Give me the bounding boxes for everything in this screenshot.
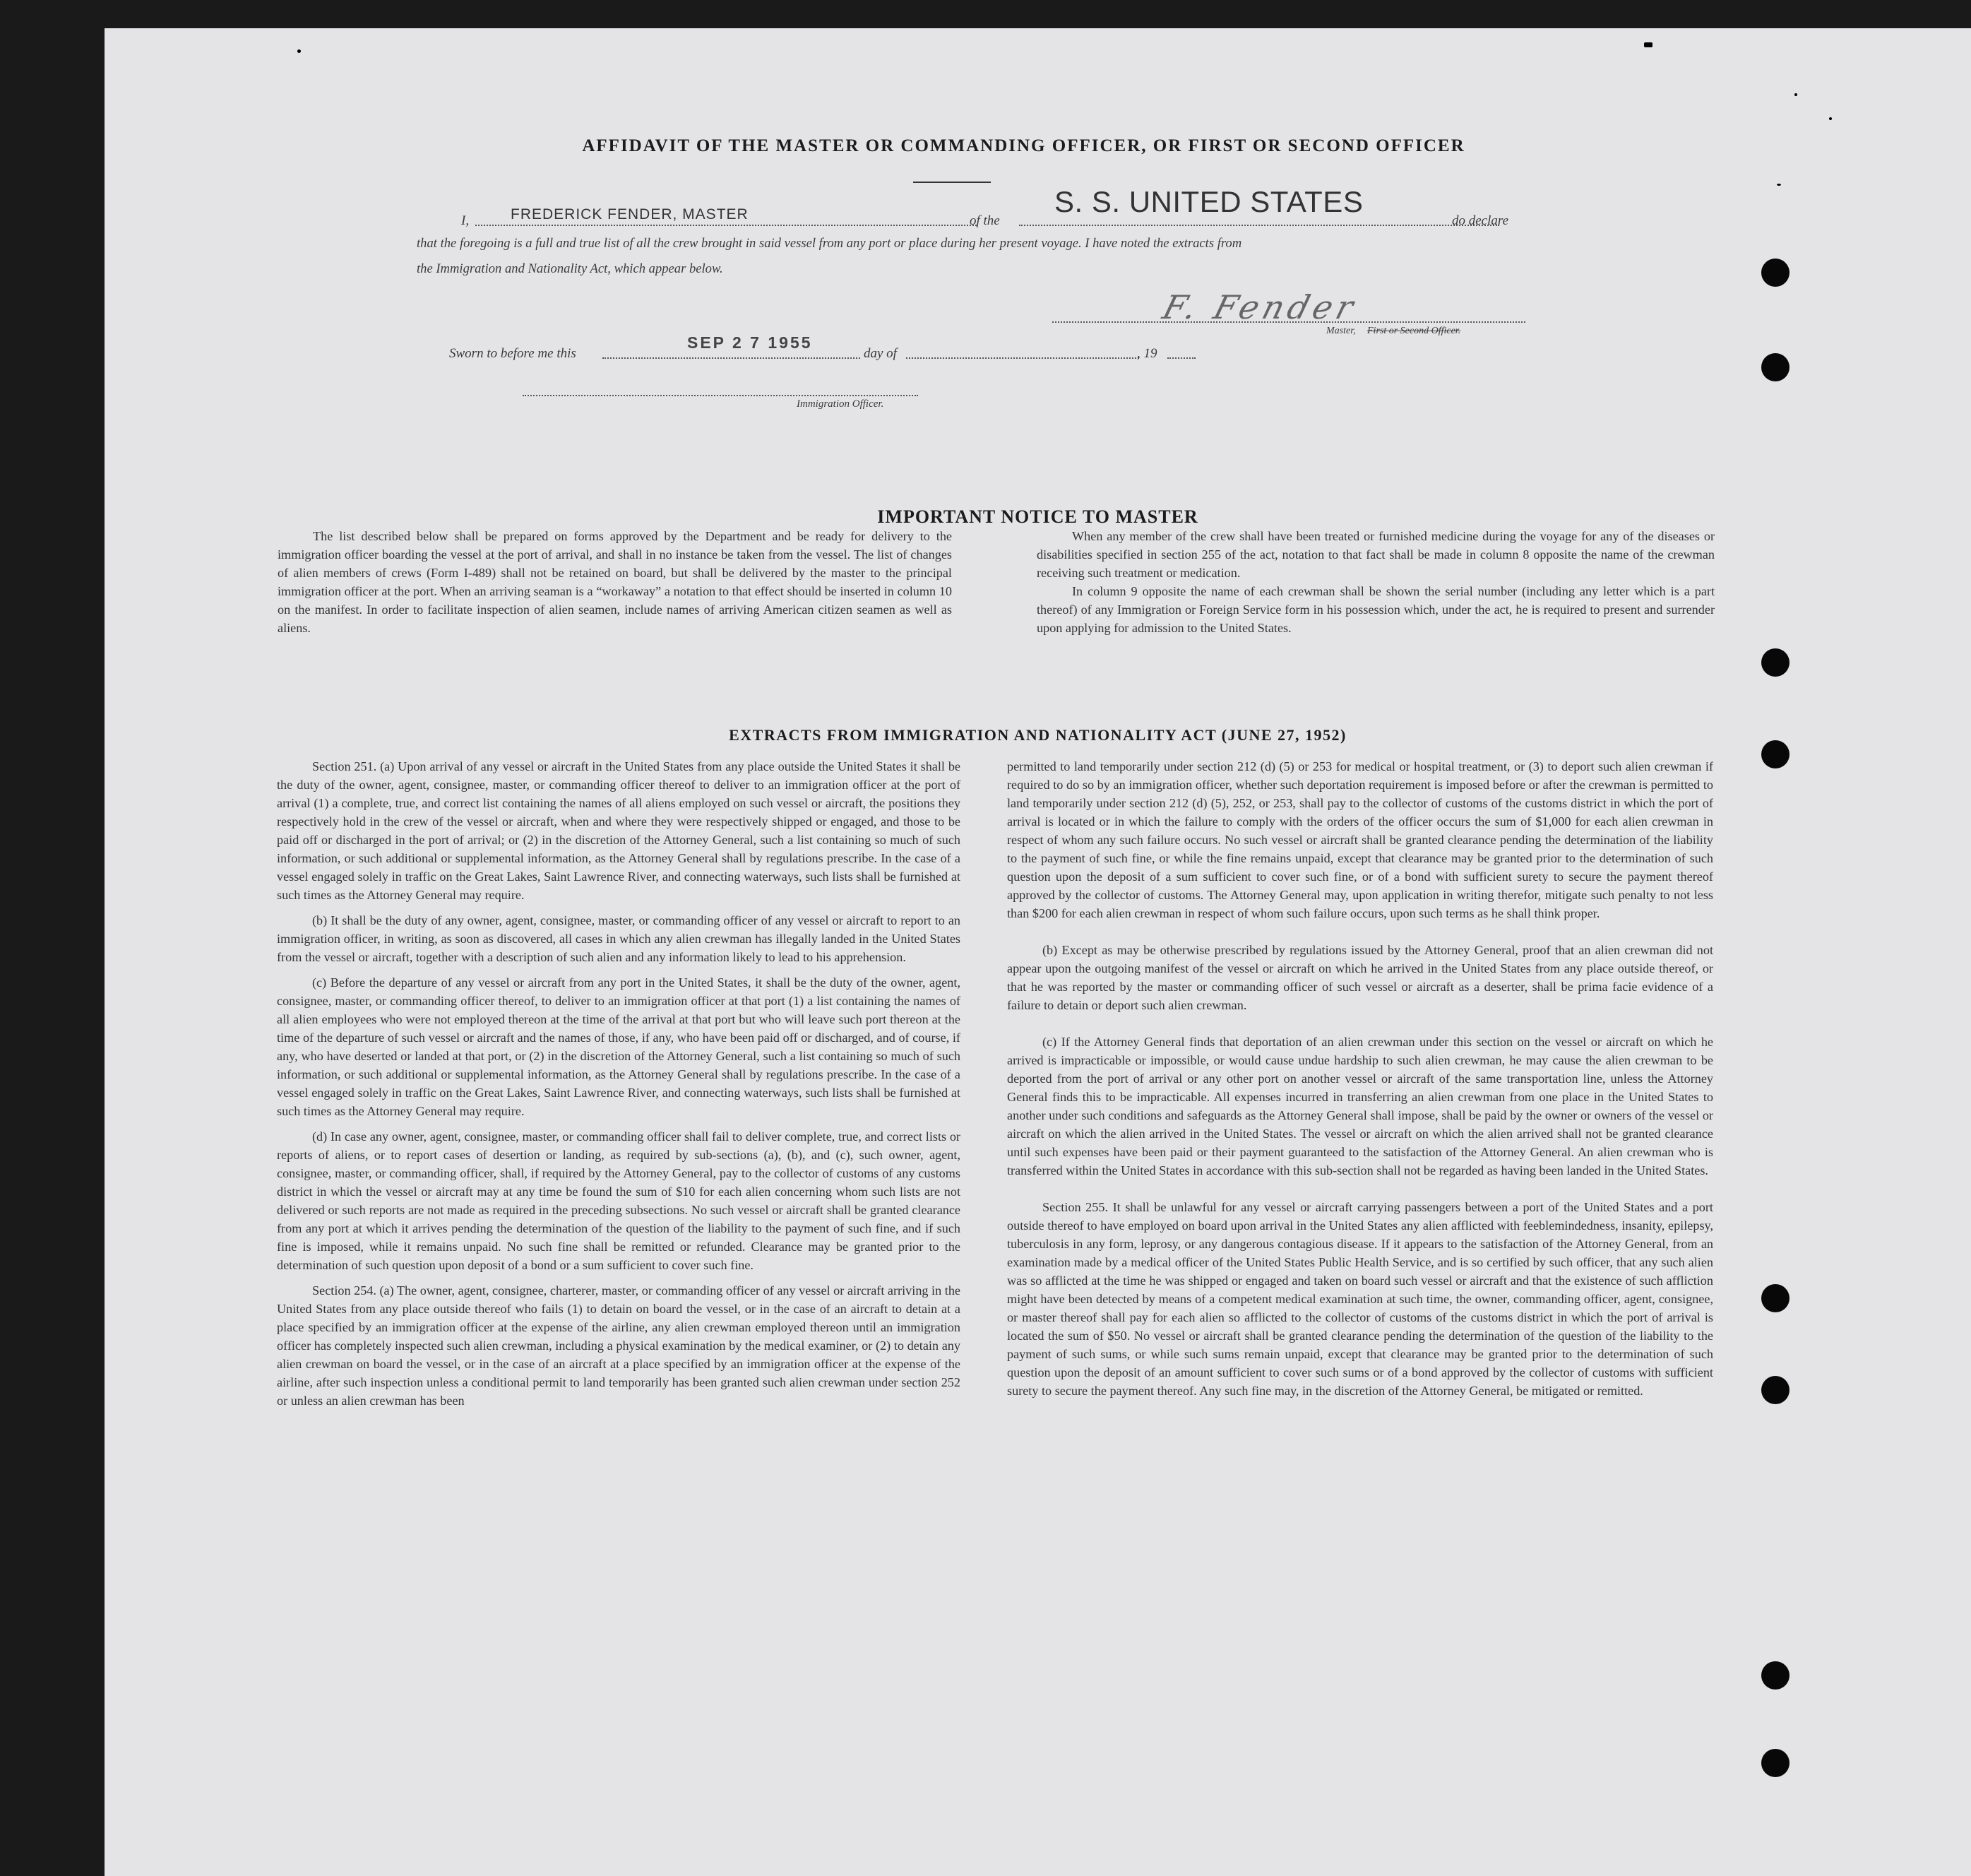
- scan-speck: [1644, 42, 1653, 47]
- punch-hole: [1761, 1284, 1790, 1312]
- officer-signature-line: [523, 395, 918, 396]
- vessel-name: S. S. UNITED STATES: [1054, 185, 1364, 218]
- section-255: Section 255. It shall be unlawful for any vessel or aircraft carrying passengers between a port of the United States and a port outside thereof to have employed on board upon arrival in the United States any alien afflicted with feeblemindedness, insanity, epilepsy, tuberculosis in any form, leprosy, or any dangerous contagious disease. If it appears to the satisfaction of the Attorney General, from an examination made by a medical officer of the United States Public Health Service, and is so certified by such officer, that any such alien was so afflicted at the time he was shipped or engaged and taken on board such vessel or aircraft and that the existence of such affliction might have been detected by means of a competent medical examination at such time, the owner, commanding officer, agent, consignee, or master thereof shall pay for each alien so afflicted to the collector of customs of the customs district in which the port of arrival is located the sum of $50. No vessel or aircraft shall be granted clearance pending the determination of the question of the liability to the payment of such sums, or while such sums remain unpaid, except that clearance may be granted prior to the determination of such question upon the deposit of an amount sufficient to cover such sums or of a bond approved by the collector of customs with sufficient surety to secure the payment thereof. Any such fine may, in the discretion of the Attorney General, be mitigated or remitted.: [1007, 1200, 1713, 1398]
- vessel-line: [1019, 225, 1499, 226]
- extracts-left-column: [277, 757, 960, 1417]
- scan-speck: [297, 49, 301, 53]
- notice-left-text: The list described below shall be prepared on forms approved by the Department and be ready for delivery to the immigration officer boarding the vessel at the port of arrival, and shall in no instance be taken from the vessel. The list of changes of alien members of crews (Form I-489) shall not be retained on board, but shall be delivered by the master to the principal immigration officer at the port. When an arriving seaman is a “workaway” a notation to that effect should be inserted in column 10 on the manifest. In order to facilitate inspection of alien seamen, include names of arriving American citizen seamen as well as aliens.: [278, 529, 952, 635]
- affidavit-title: AFFIDAVIT OF THE MASTER OR COMMANDING OFFICER, OR FIRST OR SECOND OFFICER: [582, 136, 1465, 155]
- do-declare-label: do declare: [1452, 213, 1509, 228]
- master-signature: F. Fender: [1158, 288, 1362, 326]
- section-254a-continued: permitted to land temporarily under section 212 (d) (5) or 253 for medical or hospital treatment, or (3) to deport such alien crewman if required to do so by an immigration officer, whether such deportation requirement is imposed before or after the crewman is permitted to land temporarily under section 212 (d) (5), 252, or 253, shall pay to the collector of customs of the customs district in which the port of arrival is located or in which the failure to comply with the orders of the officer occurs the sum of $1,000 for each alien crewman in respect of whom any such failure occurs. No such vessel or aircraft shall be granted clearance pending the determination of the liability to the payment of such fine, or while the fine remains unpaid, except that clearance may be granted prior to the determination of such question upon the deposit of a sum sufficient to cover such fine, or of a bond with sufficient surety to secure the payment thereof approved by the collector of customs. The Attorney General may, upon application in writing therefor, mitigate such penalty to not less than $200 for each alien crewman in respect of whom such failure occurs, upon such terms as he shall think proper.: [1007, 759, 1713, 920]
- section-254c: (c) If the Attorney General finds that deportation of an alien crewman under this section on the vessel or aircraft on which he arrived is impracticable or impossible, or would cause undue hardship to such alien crewman, he may cause the alien crewman to be deported from the port of arrival or any other port on another vessel or aircraft of the same transportation line, unless the Attorney General finds this to be impracticable. All expenses incurred in transferring an alien crewman from one place in the United States to another under such conditions and safeguards as the Attorney General shall impose, shall be paid by the owner or owners of the vessel or aircraft on which the alien arrived in the United States. The vessel or aircraft on which the alien arrived shall not be granted clearance until such expenses have been paid or their payment guaranteed to the satisfaction of the Attorney General. An alien crewman who is transferred within the United States in accordance with this sub-section shall not be regarded as having been landed in the United States.: [1007, 1035, 1713, 1177]
- signature-caption-struck: First or Second Officer.: [1367, 326, 1461, 336]
- sworn-month-line: [906, 357, 1139, 359]
- section-251b: (b) It shall be the duty of any owner, agent, consignee, master, or commanding officer of any vessel or aircraft to report to an immigration officer, in writing, as soon as discovered, all cases in which any alien crewman has illegally landed in the United States from the vessel or aircraft, together with a description of such alien and any information likely to lead to his apprehension.: [277, 913, 960, 964]
- notice-right-column: [1037, 527, 1715, 644]
- notice-right-text-1: When any member of the crew shall have been treated or furnished medicine during the voyage for any of the diseases or disabilities specified in section 255 of the act, notation to that fact shall be made in column 8 opposite the name of the crewman receiving such treatment or medication.: [1037, 529, 1715, 580]
- punch-hole: [1761, 1749, 1790, 1777]
- notice-right-text-2: In column 9 opposite the name of each crewman shall be shown the serial number (including any letter which is a part thereof) of any Immigration or Foreign Service form in his possession which, under the act, he is required to present and surrender upon applying for admission to the United States.: [1037, 584, 1715, 635]
- affidavit-statement-line1: that the foregoing is a full and true list of all the crew brought in said vessel from any port or place during her present voyage. I have noted the extracts from: [417, 236, 1242, 251]
- year-prefix: , 19: [1137, 346, 1157, 361]
- punch-hole: [1761, 259, 1790, 287]
- punch-hole: [1761, 353, 1790, 381]
- section-254b: (b) Except as may be otherwise prescribed by regulations issued by the Attorney General, proof that an alien crewman did not appear upon the outgoing manifest of the vessel or aircraft on which he arrived in the United States from any place outside thereof, or that he was reported by the master or commanding officer of such vessel or aircraft as a deserter, shall be prima facie evidence of a failure to detain or deport such alien crewman.: [1007, 943, 1713, 1012]
- punch-hole: [1761, 648, 1790, 677]
- section-251d: (d) In case any owner, agent, consignee, master, or commanding officer shall fail to deliver complete, true, and correct lists or reports of aliens, or to report cases of desertion or landing, as required by sub-sections (a), (b), and (c), such owner, agent, consignee, master, or commanding officer, shall, if required by the Attorney General, pay to the collector of customs of any customs district in which the vessel or aircraft may at any time be found the sum of $10 for each alien concerning whom such lists are not delivered or such reports are not made as required in the preceding subsections. No such vessel or aircraft shall be granted clearance from any port at which it arrives pending the determination of the question of the liability to the payment of such fine, and if such fine is imposed, while it remains unpaid. No such fine shall be remitted or refunded. Clearance may be granted prior to the determination of such question upon deposit of a bond or a sum sufficient to cover such fine.: [277, 1129, 960, 1272]
- section-254a: Section 254. (a) The owner, agent, consignee, charterer, master, or commanding officer of any vessel or aircraft arriving in the United States from any place outside thereof who fails (1) to detain on board the vessel, or in the case of an aircraft to detain at a place specified by an immigration officer at the expense of the airline, any alien crewman employed thereon until an immigration officer has completely inspected such alien crewman, including a physical examination by the medical examiner, or (2) to detain any alien crewman on board the vessel, or in the case of an aircraft at a place specified by an immigration officer at the expense of the airline, after such inspection unless a conditional permit to land temporarily has been granted such alien crewman under section 252 or unless an alien crewman has been: [277, 1283, 960, 1408]
- notice-left-column: [278, 527, 952, 644]
- scan-speck: [1829, 117, 1832, 120]
- section-251c: (c) Before the departure of any vessel or aircraft from any port in the United States, it shall be the duty of the owner, agent, consignee, master, or commanding officer thereof, to deliver to an immigration officer at that port (1) a list containing the names of all alien employees who were not employed thereon at the time of the arrival at that port but who will leave such port thereon at the time of the departure of such vessel or aircraft and the names of those, if any, who have been paid off or discharged, and of course, if any, who have deserted or landed at that port, or (2) in the discretion of the Attorney General, such a list containing so much of such information, or such additional or supplemental information, as the Attorney General shall by regulations prescribe. In the case of a vessel engaged solely in traffic on the Great Lakes, Saint Lawrence River, and connecting waterways, such lists shall be furnished at such times as the Attorney General may require.: [277, 975, 960, 1118]
- document-page: [105, 28, 1971, 1876]
- section-251a: Section 251. (a) Upon arrival of any vessel or aircraft in the United States from any place outside the United States it shall be the duty of the owner, agent, consignee, master, or commanding officer thereof to deliver to an immigration officer at the port of arrival (1) a complete, true, and correct list containing the names of all aliens employed on such vessel or aircraft, the positions they respectively hold in the crew of the vessel or aircraft, when and where they were respectively shipped or engaged, and those to be paid off or discharged in the port of arrival; or (2) in the discretion of the Attorney General, such a list containing so much of such information, or such additional or supplemental information, as the Attorney General shall by regulations prescribe. In the case of a vessel engaged solely in traffic on the Great Lakes, Saint Lawrence River, and connecting waterways, such lists shall be furnished at such times as the Attorney General may require.: [277, 759, 960, 902]
- of-the-label: of the: [970, 213, 1000, 228]
- extracts-title: EXTRACTS FROM IMMIGRATION AND NATIONALITY ACT (JUNE 27, 1952): [729, 726, 1347, 744]
- sworn-day-line: [602, 357, 860, 359]
- immigration-officer-caption: Immigration Officer.: [797, 398, 884, 410]
- punch-hole: [1761, 1661, 1790, 1690]
- affidavit-prefix: I,: [461, 213, 470, 228]
- scan-speck: [1777, 184, 1781, 186]
- signature-caption-master: Master,: [1326, 326, 1356, 336]
- extracts-right-column: [1007, 757, 1713, 1407]
- notice-title: IMPORTANT NOTICE TO MASTER: [877, 506, 1198, 527]
- sworn-date-stamp: SEP 2 7 1955: [687, 333, 813, 352]
- affidavit-statement-line2: the Immigration and Nationality Act, which appear below.: [417, 261, 723, 276]
- sworn-prefix: Sworn to before me this: [449, 346, 576, 361]
- day-of-label: day of: [864, 346, 897, 361]
- year-line: [1167, 357, 1196, 359]
- scan-speck: [1794, 93, 1797, 96]
- punch-hole: [1761, 1376, 1790, 1404]
- name-line: [475, 225, 977, 226]
- punch-hole: [1761, 740, 1790, 768]
- master-name: FREDERICK FENDER, MASTER: [511, 206, 749, 222]
- title-rule: [913, 182, 991, 183]
